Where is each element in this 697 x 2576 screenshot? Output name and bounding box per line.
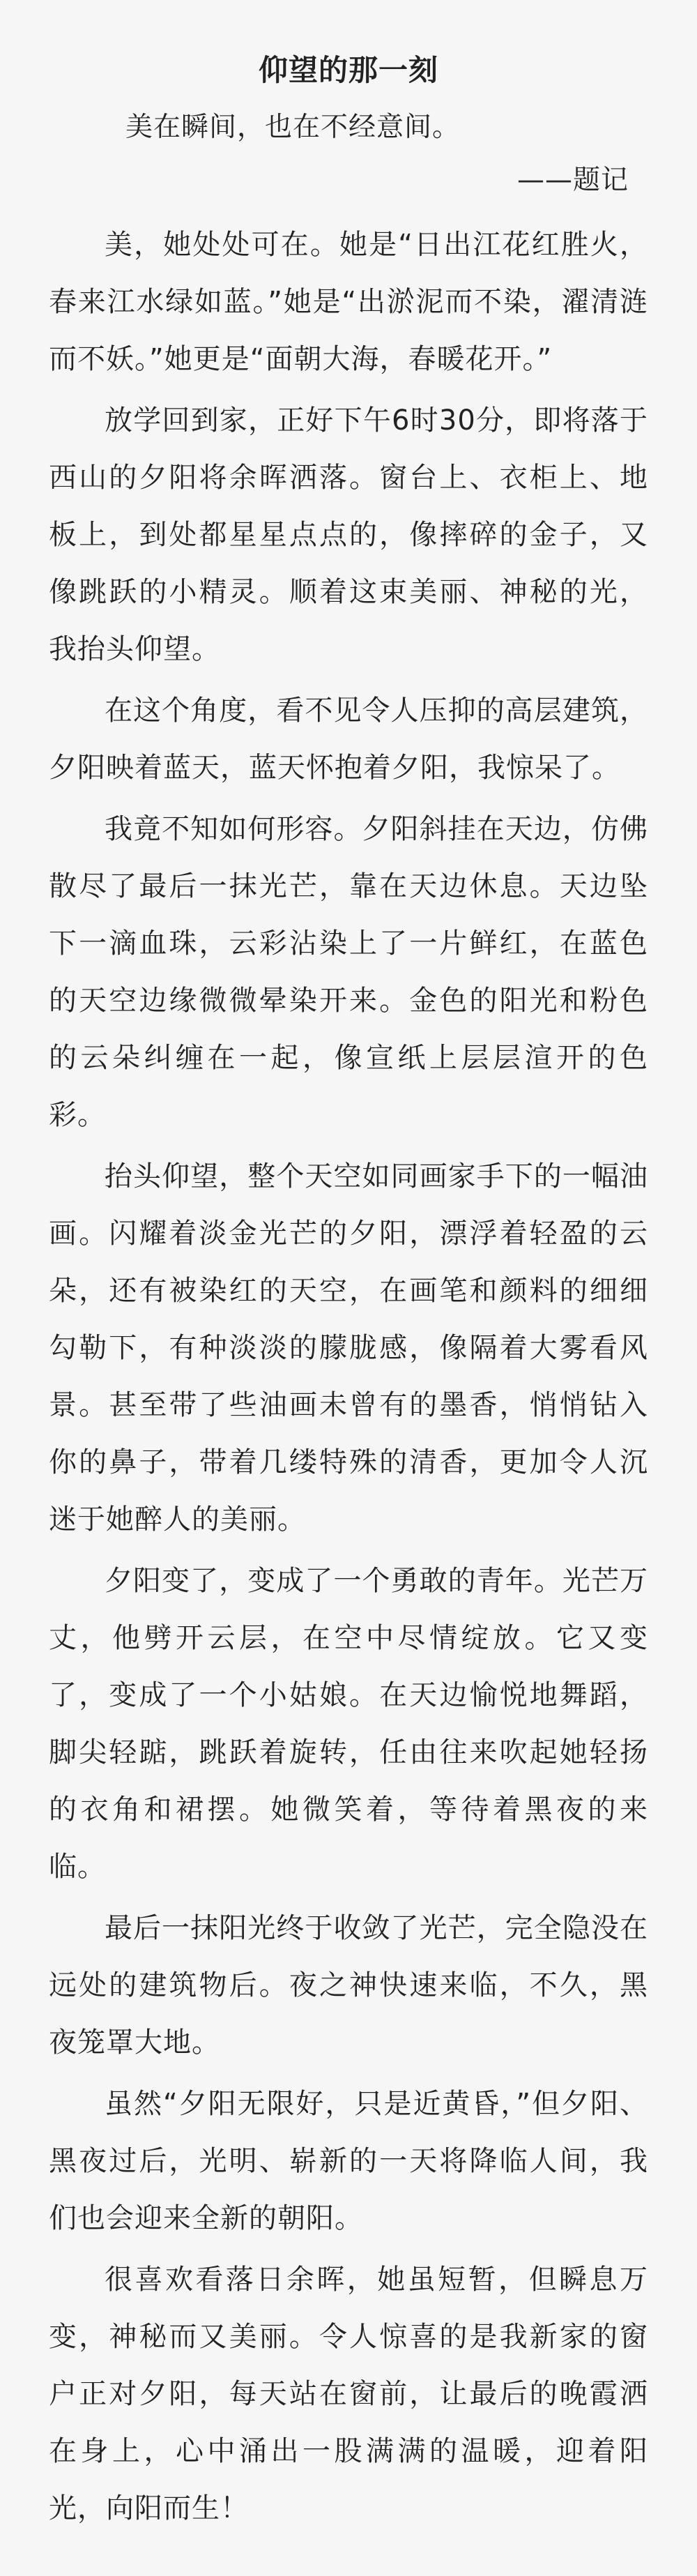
paragraph-8: 虽然“夕阳无限好，只是近黄昏，”但夕阳、黑夜过后，光明、崭新的一天将降临人间，我们也会迎来全新的朝阳。 bbox=[49, 2088, 648, 2234]
paragraph-4: 我竟不知如何形容。夕阳斜挂在天边，仿佛散尽了最后一抹光芒，靠在天边休息。天边坠下一滴血珠，云彩沾染上了一片鲜红，在蓝色的天空边缘微微晕染开来。金色的阳光和粉色的云朵纠缠在一起，像宣纸上层层渲开的色彩。 bbox=[49, 813, 648, 1131]
paragraph-3: 在这个角度，看不见令人压抑的高层建筑，夕阳映着蓝天，蓝天怀抱着夕阳，我惊呆了。 bbox=[49, 695, 648, 784]
paragraph-7: 最后一抹阳光终于收敛了光芒，完全隐没在远处的建筑物后。夜之神快速来临，不久，黑夜笼罩大地。 bbox=[49, 1912, 648, 2059]
paragraph-6: 夕阳变了，变成了一个勇敢的青年。光芒万丈，他劈开云层，在空中尽情绽放。它又变了，变成了一个小姑娘。在天边愉悦地舞蹈，脚尖轻踮，跳跃着旋转，任由往来吹起她轻扬的衣角和裙摆。她微笑着，等待着黑夜的来临。 bbox=[49, 1565, 648, 1883]
essay-body bbox=[49, 216, 648, 2537]
paragraph-1: 美，她处处可在。她是“日出江花红胜火，春来江水绿如蓝。”她是“出淤泥而不染，濯清涟而不妖。”她更是“面朝大海，春暖花开。” bbox=[49, 229, 648, 375]
paragraph-9: 很喜欢看落日余晖，她虽短暂，但瞬息万变，神秘而又美丽。令人惊喜的是我新家的窗户正对夕阳，每天站在窗前，让最后的晚霞洒在身上，心中涌出一股满满的温暖，迎着阳光，向阳而生！ bbox=[49, 2264, 648, 2524]
essay-title: 仰望的那一刻 bbox=[258, 53, 438, 87]
epigraph-attribution: ——题记 bbox=[516, 165, 629, 196]
paragraph-2: 放学回到家，正好下午6时30分，即将落于西山的夕阳将余晖洒落。窗台上、衣柜上、地板上，到处都星星点点的，像摔碎的金子，又像跳跃的小精灵。顺着这束美丽、神秘的光，我抬头仰望。 bbox=[49, 404, 648, 665]
epigraph: 美在瞬间，也在不经意间。 bbox=[125, 112, 461, 143]
paragraph-5: 抬头仰望，整个天空如同画家手下的一幅油画。闪耀着淡金光芒的夕阳，漂浮着轻盈的云朵，还有被染红的天空，在画笔和颜料的细细勾勒下，有种淡淡的朦胧感，像隔着大雾看风景。甚至带了些油画未曾有的墨香，悄悄钻入你的鼻子，带着几缕特殊的清香，更加令人沉迷于她醉人的美丽。 bbox=[49, 1160, 648, 1536]
